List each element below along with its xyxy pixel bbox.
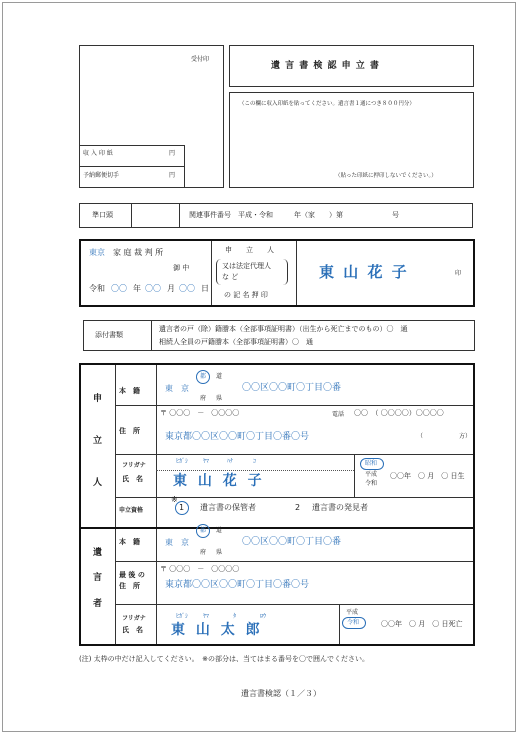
postage-label: 予納郵便切手 <box>83 172 120 179</box>
stamp-instruction: （この欄に収入印紙を貼ってください。遺言書１通につき８００円分） <box>239 101 415 107</box>
testator-address: 東京都〇〇区〇〇町〇丁目〇番〇号 <box>165 580 310 590</box>
testator-death-date: 〇〇年 〇 月 〇 日死亡 <box>381 620 463 628</box>
applicant-name: 東 山 花 子 <box>173 473 265 489</box>
revenue-stamp-label: 収 入 印 紙 <box>83 150 113 157</box>
stamp-instruction-2: （貼った印紙に押印しないでください。） <box>335 173 437 179</box>
testator-name: 東 山 太 郎 <box>171 622 263 638</box>
applicant-birthdate: 〇〇年 〇 月 〇 日生 <box>390 472 465 480</box>
document-page: 受付印 収 入 印 紙 円 予納郵便切手 円 遺 言 書 検 認 申 立 書 （この欄に収入印紙を貼ってください。遺言書１通につき８００円分） （貼った印紙に押印しないでください。） 準口頭 関連事件番号 平成・令和 年（家 ）第 号 東京 家 庭 裁 判 所 御 中 令和 〇〇 年 〇〇 月 〇〇 日 申 立 人 又は法定代理人 な ど の 記 名 押 印 東 山 花 子 印 添付書類 遺言者の戸（除）籍謄本（全部事項証明書）（出生から死亡までのもの）〇 通 相続人全員の戸籍謄本（全部事項証明書）〇 通 申 立 人 本 籍 東 京 都 道 府 県 〇〇区〇〇町〇丁目〇番 住 所 〒 〇〇〇 － 〇〇〇〇 電話 〇〇 （ 〇〇〇〇）〇〇〇〇 東京都〇〇区〇〇町〇丁目〇番〇号 （ 方） フリガナ 氏 名 ﾋｶﾞｼ ﾔﾏ ﾊﾅ ｺ 東 山 花 子 昭和 平成 令和 〇〇年 〇 月 〇 日生 申立資格 ※ 1 遺言書の保管者 2 遺言書の発見者 遺 言 者 本 籍 東 京 都 道 府 県 〇〇区〇〇町〇丁目〇番 最 後 の 住 所 〒 〇〇〇 － 〇〇〇〇 東京都〇〇区〇〇町〇丁目〇番〇号 フリガナ 氏 名 ﾋｶﾞｼ ﾔﾏ ﾀ ﾛｳ 東 山 太 郎 平成 令和 〇〇年 〇 月 〇 日死亡 (注) 太枠の中だけ記入してください。 ※の部分は、当てはまる番号を〇で囲んでください。 遺言書検認（１／３） <box>2 2 516 732</box>
footnote: (注) 太枠の中だけ記入してください。 ※の部分は、当てはまる番号を〇で囲んでください。 <box>79 655 370 663</box>
status-option-2: 遺言書の発見者 <box>312 503 368 512</box>
bracket <box>216 259 288 285</box>
applicant-section-label: 申 <box>93 394 103 404</box>
receipt-stamp-label: 受付印 <box>191 56 210 63</box>
testator-honseki-address: 〇〇区〇〇町〇丁目〇番 <box>242 537 342 547</box>
page-title: 遺 言 書 検 認 申 立 書 <box>271 61 380 71</box>
court-name: 東京 <box>89 248 105 257</box>
page-number: 遺言書検認（１／３） <box>241 689 321 698</box>
attachments-label: 添付書類 <box>95 331 123 339</box>
status-option-1: 遺言書の保管者 <box>200 503 256 512</box>
applicant-signature-name: 東 山 花 子 <box>319 263 409 281</box>
prelim-label: 準口頭 <box>92 211 113 219</box>
onchu: 御 中 <box>173 264 190 272</box>
testator-section-label: 遺 <box>93 548 103 558</box>
related-case-number: 関連事件番号 平成・令和 年（家 ）第 号 <box>189 211 399 219</box>
applicant-honseki-address: 〇〇区〇〇町〇丁目〇番 <box>242 383 342 393</box>
seal-mark: 印 <box>455 270 462 277</box>
applicant-address: 東京都〇〇区〇〇町〇丁目〇番〇号 <box>165 432 310 442</box>
